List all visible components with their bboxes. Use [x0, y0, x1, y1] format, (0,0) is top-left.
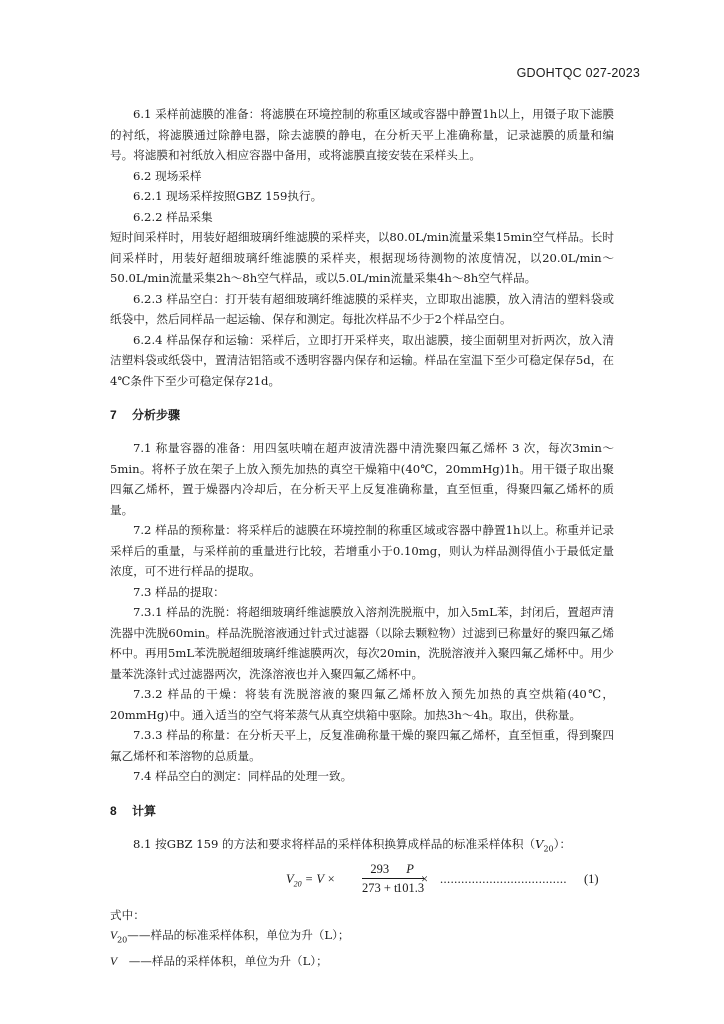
- def-subscript: 20: [117, 935, 128, 945]
- paragraph-6-2-3: 6.2.3 样品空白：打开装有超细玻璃纤维滤膜的采样夹，立即取出滤膜，放入清洁的塑料袋或纸袋中，然后同样品一起运输、保存和测定。每批次样品不少于2个样品空白。: [110, 291, 614, 326]
- def-text: ——样品的采样体积，单位为升（L）；: [117, 953, 328, 968]
- lhs-symbol: V: [286, 872, 294, 887]
- formula-mid: = V ×: [301, 872, 336, 887]
- document-code: GDOHTQC 027-2023: [516, 66, 640, 80]
- intro-suffix: ）：: [553, 836, 572, 851]
- formula-lhs: [286, 872, 335, 889]
- formula-1: [110, 861, 614, 901]
- section-number: 7: [110, 408, 117, 422]
- section-title: 计算: [132, 803, 157, 818]
- def-symbol: V: [110, 929, 118, 943]
- heading-6-2-2: 6.2.2 样品采集: [133, 209, 213, 224]
- section-heading-8: [110, 802, 614, 820]
- definition-v: [110, 951, 614, 972]
- paragraph-8-1: [110, 834, 614, 860]
- fraction-denominator: 273 + t: [362, 881, 398, 896]
- paragraph-7-2: 7.2 样品的预称量：将采样后的滤膜在环境控制的称重区域或容器中静置1h以上。称重并记录采样后的重量，与采样前的重量进行比较，若增重小于0.10mg，则认为样品测得值小于最低定量浓度，可不进行样品的提取。: [110, 523, 614, 578]
- volume-symbol: V: [535, 836, 544, 851]
- lhs-subscript: 20: [293, 879, 302, 889]
- paragraph-6-1: 6.1 采样前滤膜的准备：将滤膜在环境控制的称重区域或容器中静置1h以上，用镊子取下滤膜的衬纸，将滤膜通过除静电器，除去滤膜的静电，在分析天平上准确称量，记录滤膜的质量和编号。将滤膜和衬纸放入相应容器中备用，或将滤膜直接安装在采样头上。: [110, 107, 614, 162]
- paragraph-6-2-1: 6.2.1 现场采样按照GBZ 159执行。: [133, 189, 323, 203]
- fraction-numerator: P: [396, 861, 424, 879]
- paragraph-7-1: 7.1 称量容器的准备：用四氢呋喃在超声波清洗器中清洗聚四氟乙烯杯 3 次，每次3min～5min。将杯子放在架子上放入预先加热的真空干燥箱中(40℃，20mmHg)1h。用干镊子取出聚四氟乙烯杯，置于燥器内冷却后，在分析天平上反复准确称量，直至恒重，得聚四氟乙烯杯的质量。: [110, 441, 614, 517]
- paragraph-7-3-2: 7.3.2 样品的干燥：将装有洗脱溶液的聚四氟乙烯杯放入预先加热的真空烘箱(40℃，20mmHg)中。通入适当的空气将苯蒸气从真空烘箱中驱除。加热3h～4h。取出，供称量。: [110, 687, 614, 722]
- times-sign: ×: [421, 872, 429, 887]
- section-number: 8: [110, 803, 117, 818]
- def-text: ——样品的标准采样体积，单位为升（L）；: [127, 928, 350, 943]
- heading-7-3: 7.3 样品的提取：: [133, 584, 225, 599]
- section-heading-7: [110, 406, 614, 424]
- fraction-denominator: 101.3: [396, 881, 425, 896]
- heading-6-2: 6.2 现场采样: [133, 168, 202, 183]
- fraction-temperature: [362, 861, 398, 896]
- paragraph-6-2-4: 6.2.4 样品保存和运输：采样后，立即打开采样夹，取出滤膜，接尘面朝里对折两次，放入清洁塑料袋或纸袋中，置清洁铝箔或不透明容器内保存和运输。样品在室温下至少可稳定保存5d，在4℃条件下至少可稳定保存21d。: [110, 332, 614, 388]
- definition-v20: [110, 925, 614, 950]
- intro-text: 8.1 按GBZ 159 的方法和要求将样品的采样体积换算成样品的标准采样体积（: [133, 836, 536, 851]
- page-body: [110, 104, 614, 972]
- volume-subscript: 20: [543, 843, 554, 853]
- paragraph-6-2-2-body: 短时间采样时，用装好超细玻璃纤维滤膜的采样夹，以80.0L/min流量采集15min空气样品。长时间采样时，用装好超细玻璃纤维滤膜的采样夹，根据现场待测物的浓度情况，以20.0L/min～50.0L/min流量采集2h～8h空气样品，或以5.0L/min流量采集4h～8h空气样品。: [110, 230, 614, 285]
- paragraph-7-4: 7.4 样品空白的测定：同样品的处理一致。: [133, 769, 353, 783]
- def-symbol: V: [110, 954, 118, 968]
- where-label: 式中：: [110, 908, 145, 923]
- equation-number: (1): [584, 872, 599, 887]
- paragraph-7-3-1: 7.3.1 样品的洗脱：将超细玻璃纤维滤膜放入溶剂洗脱瓶中，加入5mL苯，封闭后，置超声清洗器中洗脱60min。样品洗脱溶液通过针式过滤器（以除去颗粒物）过滤到已称量好的聚四氟乙烯杯中。再用5mL苯洗脱超细玻璃纤维滤膜两次，每次20min，洗脱溶液并入聚四氟乙烯杯中。用少量苯洗涤针式过滤器两次，洗涤溶液也并入聚四氟乙烯杯中。: [110, 605, 614, 681]
- fraction-numerator: 293: [362, 861, 398, 879]
- paragraph-7-3-3: 7.3.3 样品的称量：在分析天平上，反复准确称量干燥的聚四氟乙烯杯，直至恒重，得到聚四氟乙烯杯和苯溶物的总质量。: [110, 728, 614, 763]
- section-title: 分析步骤: [132, 408, 181, 422]
- fraction-pressure: [396, 861, 424, 896]
- leader-dots: ....................................: [440, 872, 567, 887]
